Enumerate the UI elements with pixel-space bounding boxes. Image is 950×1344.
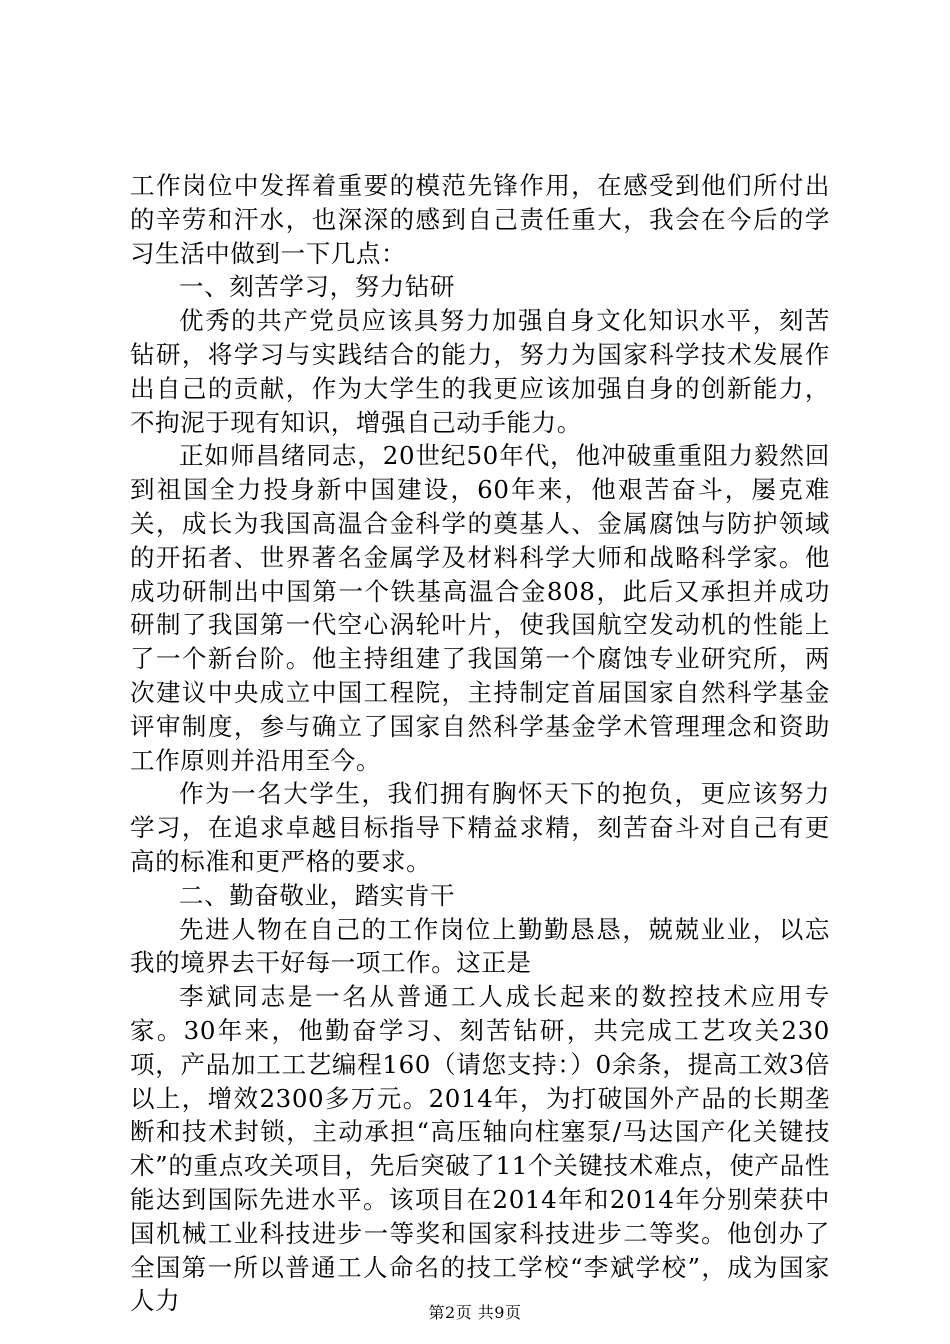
paragraph-1: 工作岗位中发挥着重要的模范先锋作用，在感受到他们所付出的辛劳和汗水，也深深的感到自己责任重大，我会在今后的学习生活中做到一下几点： [130,171,830,268]
paragraph-7: 先进人物在自己的工作岗位上勤勤恳恳，兢兢业业，以忘我的境界去干好每一项工作。这正是 [130,914,830,978]
section-heading-2: 二、勤奋敬业，踏实肯干 [179,880,456,910]
paragraph-5: 作为一名大学生，我们拥有胸怀天下的抱负，更应该努力学习，在追求卓越目标指导下精益求精，刻苦奋斗对自己有更高的标准和更严格的要求。 [130,779,830,876]
page-number-footer: 第2页 共9页 [428,1303,522,1322]
paragraph-3: 优秀的共产党员应该具努力加强自身文化知识水平，刻苦钻研，将学习与实践结合的能力，努力为国家科学技术发展作出自己的贡献，作为大学生的我更应该加强自身的创新能力，不拘泥于现有知识，增强自己动手能力。 [130,306,830,437]
document-body [130,169,830,1318]
paragraph-4: 正如师昌绪同志，20世纪50年代，他冲破重重阻力毅然回到祖国全力投身新中国建设，60年来，他艰苦奋斗，屡克难关，成长为我国高温合金科学的奠基人、金属腐蚀与防护领域的开拓者、世界著名金属学及材料科学大师和战略科学家。他成功研制出中国第一个铁基高温合金808，此后又承担并成功研制了我国第一代空心涡轮叶片，使我国航空发动机的性能上了一个新台阶。他主持组建了我国第一个腐蚀专业研究所，两次建议中央成立中国工程院，主持制定首届国家自然科学基金评审制度，参与确立了国家自然科学基金学术管理理念和资助工作原则并沿用至今。 [130,441,830,775]
section-heading-1: 一、刻苦学习，努力钻研 [179,272,456,302]
paragraph-8: 李斌同志是一名从普通工人成长起来的数控技术应用专家。30年来，他勤奋学习、刻苦钻研，共完成工艺攻关230项，产品加工工艺编程160（请您支持：）0余条，提高工效3倍以上，增效2300多万元。2014年，为打破国外产品的长期垄断和技术封锁，主动承担“高压轴向柱塞泵/马达国产化关键技术”的重点攻关项目，先后突破了11个关键技术难点，使产品性能达到国际先进水平。该项目在2014年和2014年分别荣获中国机械工业科技进步一等奖和国家科技进步二等奖。他创办了全国第一所以普通工人命名的技工学校“李斌学校”，成为国家人力 [130,982,830,1316]
